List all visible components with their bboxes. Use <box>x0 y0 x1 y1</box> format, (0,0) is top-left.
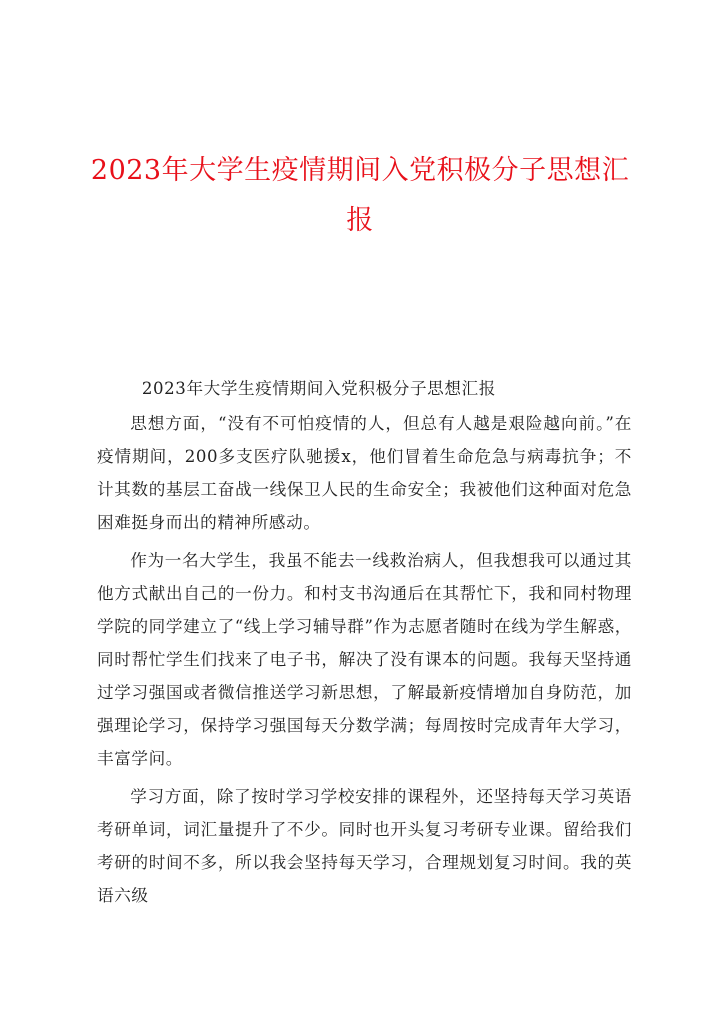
page-title: 2023年大学生疫情期间入党积极分子思想汇报 <box>90 155 630 236</box>
document-body <box>97 372 632 917</box>
document-subtitle: 2023年大学生疫情期间入党积极分子思想汇报 <box>141 379 496 398</box>
paragraph-thoughts: 思想方面，“没有不可怕疫情的人，但总有人越是艰险越向前。”在疫情期间，200多支医疗队驰援x，他们冒着生命危急与病毒抗争；不计其数的基层工奋战一线保卫人民的生命安全；我被他们这种面对危急困难挺身而出的精神所感动。 <box>97 414 632 532</box>
paragraph-contribution: 作为一名大学生，我虽不能去一线救治病人，但我想我可以通过其他方式献出自己的一份力。和村支书沟通后在其帮忙下，我和同村物理学院的同学建立了“线上学习辅导群”作为志愿者随时在线为学生解惑，同时帮忙学生们找来了电子书，解决了没有课本的问题。我每天坚持通过学习强国或者微信推送学习新思想，了解最新疫情增加自身防范，加强理论学习，保持学习强国每天分数学满；每周按时完成青年大学习，丰富学问。 <box>97 551 632 768</box>
paragraph-study: 学习方面，除了按时学习学校安排的课程外，还坚持每天学习英语考研单词，词汇量提升了不少。同时也开头复习考研专业课。留给我们考研的时间不多，所以我会坚持每天学习，合理规划复习时间。我的英语六级 <box>97 787 632 905</box>
